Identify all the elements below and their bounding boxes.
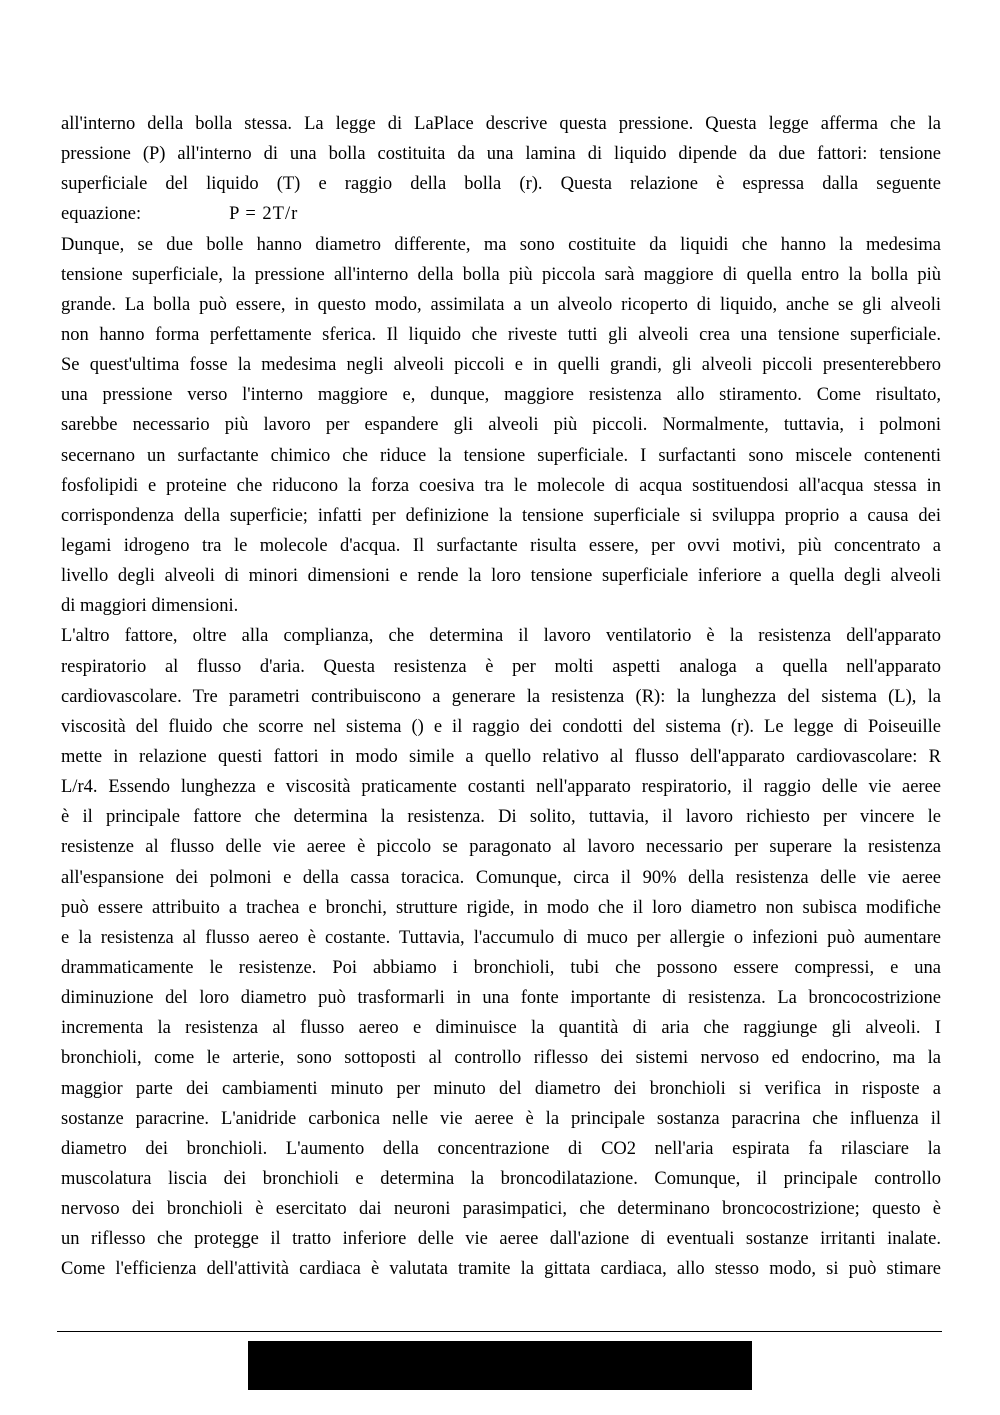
text-line: Come l'efficienza dell'attività cardiaca è valutata tramite la gittata cardiaca, allo stesso modo, si può stimare bbox=[61, 1259, 941, 1280]
text-line: secernano un surfactante chimico che riduce la tensione superficiale. I surfactanti sono miscele contenenti bbox=[61, 445, 941, 466]
text-line: muscolatura liscia dei bronchioli e determina la broncodilatazione. Comunque, il principale controllo bbox=[61, 1168, 941, 1189]
text-line: drammaticamente le resistenze. Poi abbiamo i bronchioli, tubi che possono essere compressi, e una bbox=[61, 957, 941, 978]
text-line: livello degli alveoli di minori dimensioni e rende la loro tensione superficiale inferiore a quella degli alveoli bbox=[61, 566, 941, 587]
text-line: respiratorio al flusso d'aria. Questa resistenza è per molti aspetti analoga a quella nell'apparato bbox=[61, 656, 941, 677]
text-line: di maggiori dimensioni. bbox=[61, 596, 239, 617]
text-line: è il principale fattore che determina la resistenza. Di solito, tuttavia, il lavoro richiesto per vincere le bbox=[61, 807, 941, 828]
text-line: L'altro fattore, oltre alla complianza, che determina il lavoro ventilatorio è la resistenza dell'apparato bbox=[61, 626, 941, 647]
text-line: diametro dei bronchioli. L'aumento della concentrazione di CO2 nell'aria espirata fa rilasciare la bbox=[61, 1138, 941, 1159]
text-line: mette in relazione questi fattori in modo simile a quello relativo al flusso dell'apparato cardiovascolare: R bbox=[61, 746, 941, 767]
text-line: e la resistenza al flusso aereo è costante. Tuttavia, l'accumulo di muco per allergie o infezioni può aumentare bbox=[61, 927, 941, 948]
text-line: legami idrogeno tra le molecole d'acqua. Il surfactante risulta essere, per ovvi motivi, più concentrato a bbox=[61, 535, 941, 556]
text-line: sostanze paracrine. L'anidride carbonica nelle vie aeree è la principale sostanza paracrina che influenza il bbox=[61, 1108, 941, 1129]
text-line: fosfolipidi e proteine che riducono la forza coesiva tra le molecole di acqua sostituendosi all'acqua stessa in bbox=[61, 475, 941, 496]
text-line: diminuzione del loro diametro può trasformarli in una fonte importante di resistenza. La broncocostrizione bbox=[61, 988, 941, 1009]
text-line: all'interno della bolla stessa. La legge di LaPlace descrive questa pressione. Questa legge afferma che la bbox=[61, 114, 941, 134]
footer-divider bbox=[57, 1331, 942, 1332]
footer-redaction-bar bbox=[248, 1341, 752, 1390]
text-line: viscosità del fluido che scorre nel sistema () e il raggio dei condotti del sistema (r). Le legge di Poiseuille bbox=[61, 716, 941, 737]
text-line: incrementa la resistenza al flusso aereo e diminuisce la quantità di aria che raggiunge gli alveoli. I bbox=[61, 1018, 941, 1039]
text-line: cardiovascolare. Tre parametri contribuiscono a generare la resistenza (R): la lunghezza del sistema (L), la bbox=[61, 686, 941, 707]
text-line: tensione superficiale, la pressione all'interno della bolla più piccola sarà maggiore di quella entro la bolla più bbox=[61, 264, 941, 285]
text-line: un riflesso che protegge il tratto inferiore delle vie aeree dall'azione di eventuali sostanze irritanti inalate. bbox=[61, 1229, 941, 1250]
text-line: L/r4. Essendo lunghezza e viscosità praticamente costanti nell'apparato respiratorio, il raggio delle vie aeree bbox=[61, 777, 941, 798]
text-line: una pressione verso l'interno maggiore e, dunque, maggiore resistenza allo stiramento. Come risultato, bbox=[61, 385, 941, 406]
text-line: superficiale del liquido (T) e raggio della bolla (r). Questa relazione è espressa dalla seguente bbox=[61, 174, 941, 195]
text-line: non hanno forma perfettamente sferica. Il liquido che riveste tutti gli alveoli crea una tensione superficiale. bbox=[61, 324, 941, 345]
equation-label: equazione: bbox=[61, 204, 142, 225]
text-line: all'espansione dei polmoni e della cassa toracica. Comunque, circa il 90% della resistenza delle vie aeree bbox=[61, 867, 941, 888]
text-line: bronchioli, come le arterie, sono sottoposti al controllo riflesso dei sistemi nervoso ed endocrino, ma la bbox=[61, 1048, 941, 1069]
text-line: può essere attribuito a trachea e bronchi, strutture rigide, in modo che il loro diametro non subisca modifiche bbox=[61, 897, 941, 918]
text-line: Dunque, se due bolle hanno diametro differente, ma sono costituite da liquidi che hanno la medesima bbox=[61, 234, 941, 255]
text-line: sarebbe necessario più lavoro per espandere gli alveoli più piccoli. Normalmente, tuttavia, i polmoni bbox=[61, 415, 941, 436]
text-line: pressione (P) all'interno di una bolla costituita da una lamina di liquido dipende da due fattori: tensione bbox=[61, 144, 941, 165]
text-line: corrispondenza della superficie; infatti per definizione la tensione superficiale si sviluppa proprio a causa dei bbox=[61, 505, 941, 526]
text-line: nervoso dei bronchioli è esercitato dai neuroni parasimpatici, che determinano broncocostrizione; questo è bbox=[61, 1199, 941, 1220]
text-line: resistenze al flusso delle vie aeree è piccolo se paragonato al lavoro necessario per superare la resistenza bbox=[61, 837, 941, 858]
laplace-formula: P = 2T/r bbox=[229, 204, 299, 225]
text-line: Se quest'ultima fosse la medesima negli alveoli piccoli e in quelli grandi, gli alveoli piccoli presenterebbero bbox=[61, 355, 941, 376]
text-line: maggior parte dei cambiamenti minuto per minuto del diametro dei bronchioli si verifica in risposte a bbox=[61, 1078, 941, 1099]
text-line: grande. La bolla può essere, in questo modo, assimilata a un alveolo ricoperto di liquido, anche se gli alveoli bbox=[61, 294, 941, 315]
text-line bbox=[61, 199, 941, 229]
body-text bbox=[61, 109, 941, 1284]
